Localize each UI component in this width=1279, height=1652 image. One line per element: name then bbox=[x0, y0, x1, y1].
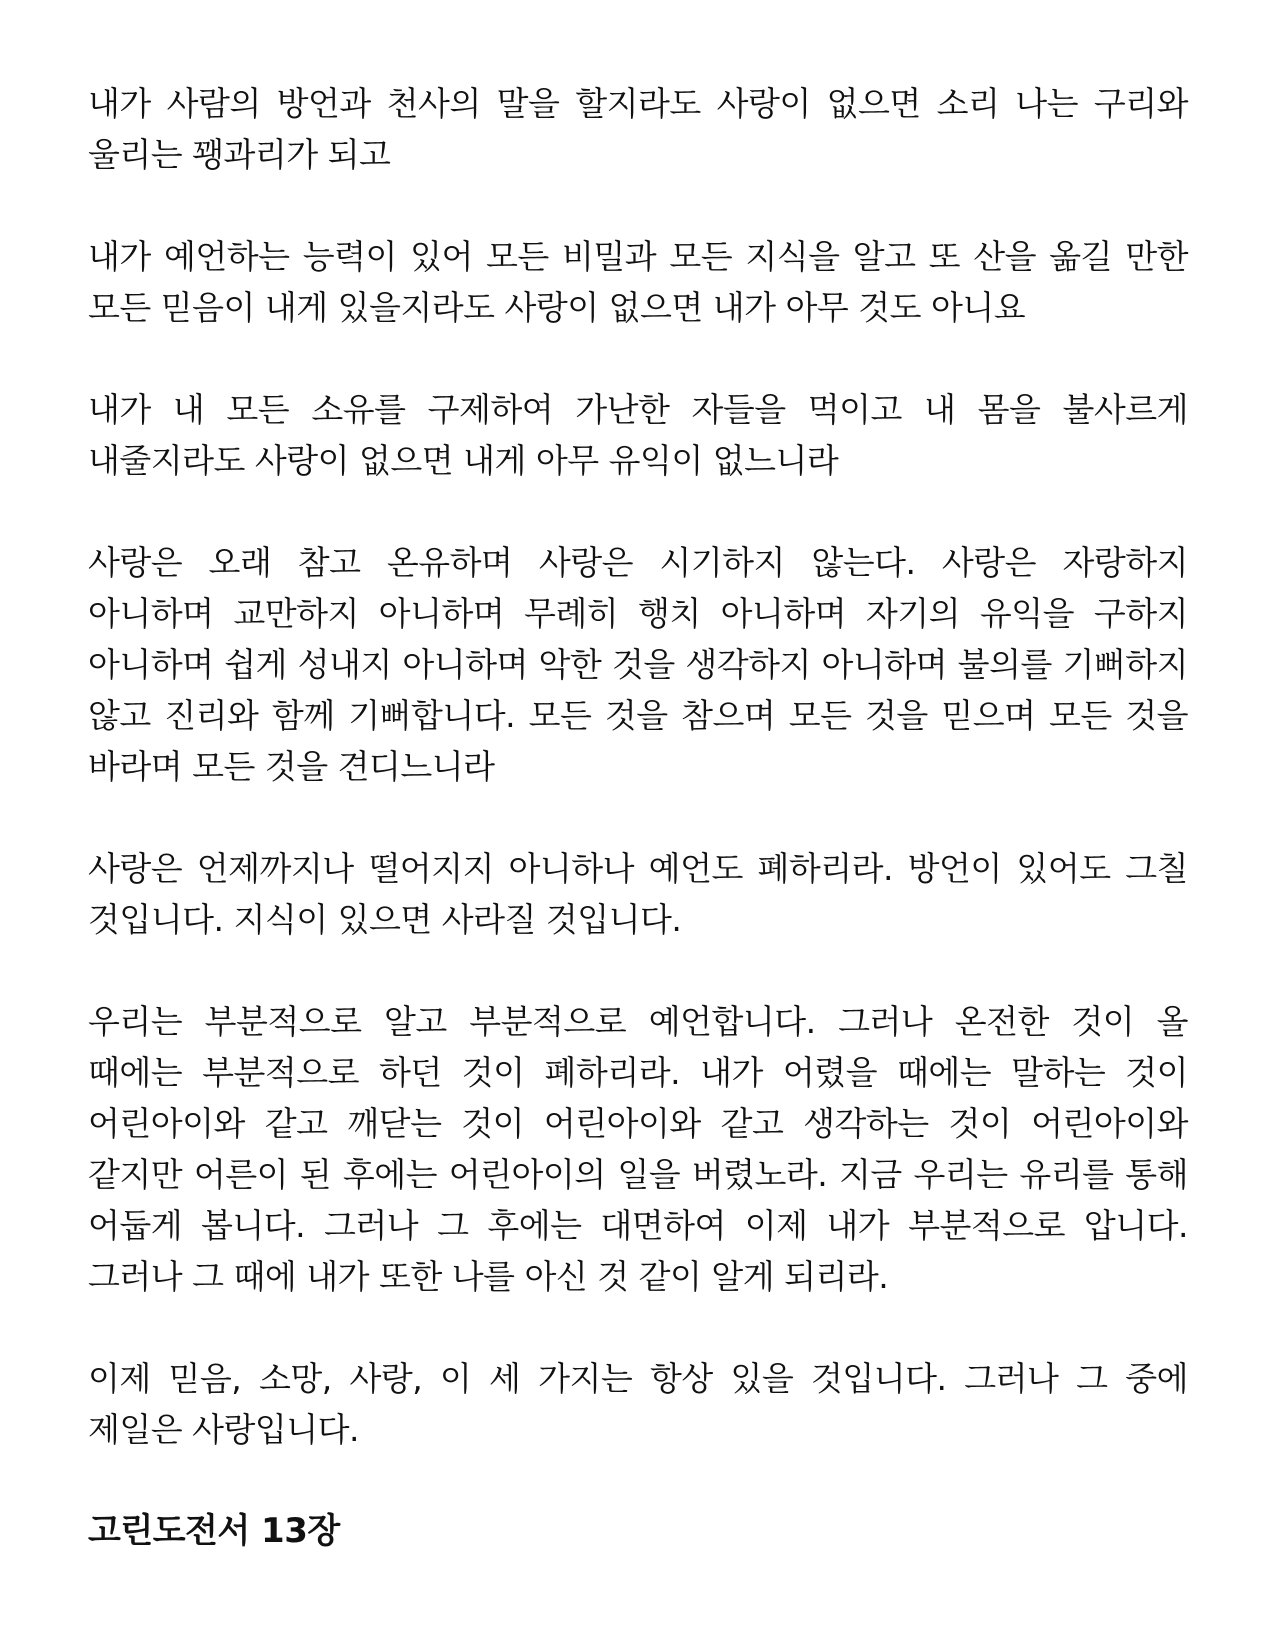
paragraph-5: 사랑은 언제까지나 떨어지지 아니하나 예언도 폐하리라. 방언이 있어도 그칠 것입니다. 지식이 있으면 사라질 것입니다. bbox=[88, 849, 1188, 939]
paragraph-3: 내가 내 모든 소유를 구제하여 가난한 자들을 먹이고 내 몸을 불사르게 내줄지라도 사랑이 없으면 내게 아무 유익이 없느니라 bbox=[88, 390, 1188, 480]
paragraph-1: 내가 사람의 방언과 천사의 말을 할지라도 사랑이 없으면 소리 나는 구리와 울리는 꽹과리가 되고 bbox=[88, 84, 1188, 174]
source-citation: 고린도전서 13장 bbox=[88, 1511, 340, 1551]
paragraph-7: 이제 믿음, 소망, 사랑, 이 세 가지는 항상 있을 것입니다. 그러나 그 중에 제일은 사랑입니다. bbox=[88, 1359, 1188, 1449]
paragraph-2: 내가 예언하는 능력이 있어 모든 비밀과 모든 지식을 알고 또 산을 옮길 만한 모든 믿음이 내게 있을지라도 사랑이 없으면 내가 아무 것도 아니요 bbox=[88, 237, 1188, 327]
paragraph-4: 사랑은 오래 참고 온유하며 사랑은 시기하지 않는다. 사랑은 자랑하지 아니하며 교만하지 아니하며 무례히 행치 아니하며 자기의 유익을 구하지 아니하며 쉽게 성내지 아니하며 악한 것을 생각하지 아니하며 불의를 기뻐하지 않고 진리와 함께 기뻐합니다. 모든 것을 참으며 모든 것을 믿으며 모든 것을 바라며 모든 것을 견디느니라 bbox=[88, 543, 1188, 786]
paragraph-6: 우리는 부분적으로 알고 부분적으로 예언합니다. 그러나 온전한 것이 올 때에는 부분적으로 하던 것이 폐하리라. 내가 어렸을 때에는 말하는 것이 어린아이와 같고 깨닫는 것이 어린아이와 같고 생각하는 것이 어린아이와 같지만 어른이 된 후에는 어린아이의 일을 버렸노라. 지금 우리는 유리를 통해 어둡게 봅니다. 그러나 그 후에는 대면하여 이제 내가 부분적으로 압니다. 그러나 그 때에 내가 또한 나를 아신 것 같이 알게 되리라. bbox=[88, 1002, 1188, 1296]
document-body bbox=[88, 78, 1188, 1557]
